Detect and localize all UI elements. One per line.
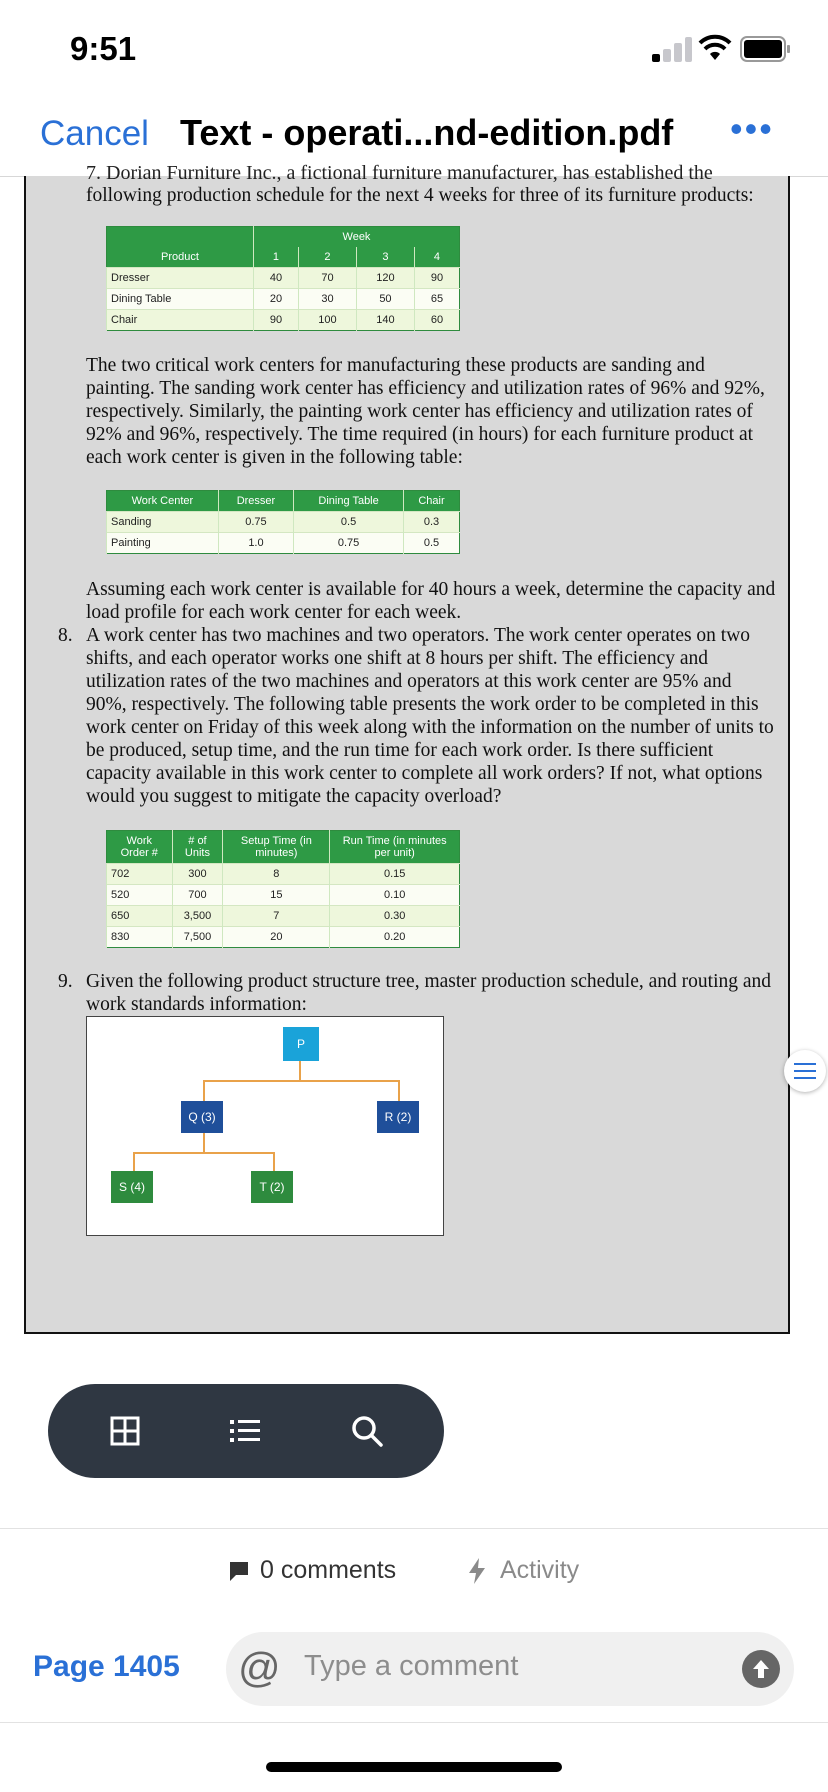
document-page[interactable] bbox=[24, 162, 790, 1334]
table-cell: 0.75 bbox=[218, 512, 293, 533]
document-toolbar bbox=[48, 1384, 444, 1478]
table-cell: 30 bbox=[298, 289, 356, 310]
wifi-icon bbox=[698, 34, 732, 62]
table-cell: 0.75 bbox=[294, 533, 404, 554]
week-group-header: Week bbox=[253, 227, 459, 248]
table-cell: 90 bbox=[414, 268, 459, 289]
table-cell: 0.20 bbox=[330, 927, 460, 948]
document-title: Text - operati...nd-edition.pdf bbox=[180, 112, 674, 153]
question-9-text: Given the following product structure tree, master production schedule, and routing and work standards information: bbox=[86, 971, 772, 1015]
thumbnails-button[interactable] bbox=[104, 1410, 146, 1452]
arrow-up-icon bbox=[751, 1658, 771, 1680]
table-cell: 8 bbox=[223, 864, 330, 885]
table-header: Product bbox=[107, 247, 254, 268]
comment-bubble-icon bbox=[228, 1560, 250, 1582]
table-header: # of Units bbox=[172, 831, 223, 864]
table-cell: Painting bbox=[107, 533, 219, 554]
annotation-list-button[interactable] bbox=[784, 1050, 826, 1092]
table-cell: 0.15 bbox=[330, 864, 460, 885]
table-cell: 0.3 bbox=[404, 512, 460, 533]
table-cell: 70 bbox=[298, 268, 356, 289]
assumption-paragraph: Assuming each work center is available for 40 hours a week, determine the capacity and load profile for each work center for each week. bbox=[86, 579, 776, 623]
table-cell: 1.0 bbox=[218, 533, 293, 554]
table-header: Work Order # bbox=[107, 831, 173, 864]
tree-edge bbox=[299, 1059, 301, 1081]
work-centers-paragraph: The two critical work centers for manufacturing these products are sanding and painting. The sanding work center has efficiency and utilization rates of 96% and 92%, respectively. Similarly, the painting work center has efficiency and utilization rates of 92% and 96%, respectively. The time required (in hours) for each furniture product at each work center is given in the following table: bbox=[86, 355, 765, 468]
table-cell: 300 bbox=[172, 864, 223, 885]
question-7-text: following production schedule for the next 4 weeks for three of its furniture products: bbox=[86, 185, 754, 206]
table-cell: 702 bbox=[107, 864, 173, 885]
table-header: Work Center bbox=[107, 491, 219, 512]
table-cell: 90 bbox=[253, 310, 298, 331]
table-row bbox=[107, 268, 460, 289]
table-cell: 140 bbox=[356, 310, 414, 331]
table-cell: 20 bbox=[253, 289, 298, 310]
table-cell: Chair bbox=[107, 310, 254, 331]
tree-edge bbox=[203, 1131, 205, 1153]
table-cell: 65 bbox=[414, 289, 459, 310]
tree-node-r: R (2) bbox=[377, 1101, 419, 1133]
tree-edge bbox=[133, 1152, 135, 1172]
table-cell: 40 bbox=[253, 268, 298, 289]
battery-icon bbox=[740, 36, 792, 62]
lightning-icon bbox=[468, 1558, 486, 1584]
table-row bbox=[107, 310, 460, 331]
question-8-text: A work center has two machines and two operators. The work center operates on two shifts, and each operator works one shift at 8 hours per shift. The efficiency and utilization rates of the two machines and operators at this work center are 95% and 90%, respectively. The following table presents the work order to be completed in this work center on Friday of this week along with the information on the number of units to be produced, setup time, and the run time for each work order. Is there sufficient capacity available in this work center to complete all work orders? If not, what options would you suggest to mitigate the capacity overload? bbox=[86, 625, 774, 807]
table-header: Setup Time (in minutes) bbox=[223, 831, 330, 864]
mention-icon[interactable]: @ bbox=[238, 1644, 281, 1691]
table-cell: 650 bbox=[107, 906, 173, 927]
page-number[interactable]: Page 1405 bbox=[33, 1650, 180, 1683]
tree-edge bbox=[398, 1080, 400, 1102]
table-cell: 100 bbox=[298, 310, 356, 331]
tree-edge bbox=[203, 1080, 205, 1102]
table-cell: 7,500 bbox=[172, 927, 223, 948]
search-icon bbox=[351, 1415, 383, 1447]
tree-node-p: P bbox=[283, 1027, 319, 1061]
table-cell: Dining Table bbox=[107, 289, 254, 310]
production-schedule-table bbox=[106, 226, 460, 331]
table-cell: 60 bbox=[414, 310, 459, 331]
table-cell: 3,500 bbox=[172, 906, 223, 927]
table-row bbox=[107, 885, 460, 906]
product-structure-tree bbox=[86, 1016, 444, 1236]
table-cell: 700 bbox=[172, 885, 223, 906]
tree-edge bbox=[203, 1080, 399, 1082]
table-cell: Dresser bbox=[107, 268, 254, 289]
table-cell: 50 bbox=[356, 289, 414, 310]
table-row bbox=[107, 533, 460, 554]
table-header: 2 bbox=[298, 247, 356, 268]
divider bbox=[0, 1722, 828, 1723]
table-row bbox=[107, 906, 460, 927]
activity-tab[interactable] bbox=[468, 1556, 579, 1585]
table-row bbox=[107, 927, 460, 948]
work-order-table bbox=[106, 830, 460, 948]
table-header: 1 bbox=[253, 247, 298, 268]
outline-button[interactable] bbox=[224, 1410, 266, 1452]
grid-icon bbox=[110, 1416, 140, 1446]
table-cell: 0.10 bbox=[330, 885, 460, 906]
status-time: 9:51 bbox=[70, 30, 137, 67]
question-8-number: 8. bbox=[58, 625, 73, 646]
cut-off-text-line: 7. Dorian Furniture Inc., a fictional furniture manufacturer, has established the bbox=[86, 162, 713, 184]
table-header: Run Time (in minutes per unit) bbox=[330, 831, 460, 864]
table-header: Chair bbox=[404, 491, 460, 512]
home-indicator bbox=[266, 1762, 562, 1772]
cancel-button[interactable]: Cancel bbox=[40, 114, 149, 153]
table-cell: Sanding bbox=[107, 512, 219, 533]
comments-tab[interactable] bbox=[228, 1556, 396, 1585]
cellular-signal-icon bbox=[652, 36, 692, 62]
tree-node-q: Q (3) bbox=[181, 1101, 223, 1133]
tree-edge bbox=[273, 1152, 275, 1172]
lines-icon bbox=[794, 1062, 816, 1080]
table-row bbox=[107, 289, 460, 310]
table-cell: 120 bbox=[356, 268, 414, 289]
tree-node-s: S (4) bbox=[111, 1171, 153, 1203]
tree-edge bbox=[133, 1152, 275, 1154]
table-cell: 15 bbox=[223, 885, 330, 906]
table-header: 4 bbox=[414, 247, 459, 268]
table-cell: 0.5 bbox=[294, 512, 404, 533]
table-header: 3 bbox=[356, 247, 414, 268]
list-icon bbox=[230, 1418, 260, 1444]
table-cell: 830 bbox=[107, 927, 173, 948]
comments-label: 0 comments bbox=[260, 1556, 397, 1584]
table-cell: 20 bbox=[223, 927, 330, 948]
table-row bbox=[107, 512, 460, 533]
table-row bbox=[107, 864, 460, 885]
tree-node-t: T (2) bbox=[251, 1171, 293, 1203]
table-header: Dining Table bbox=[294, 491, 404, 512]
divider bbox=[0, 1528, 828, 1529]
send-button[interactable] bbox=[742, 1650, 780, 1688]
table-header: Dresser bbox=[218, 491, 293, 512]
comment-box[interactable] bbox=[226, 1632, 794, 1706]
table-cell: 7 bbox=[223, 906, 330, 927]
status-bar bbox=[0, 0, 828, 100]
comment-input[interactable]: Type a comment bbox=[304, 1650, 519, 1682]
work-center-times-table bbox=[106, 490, 460, 554]
more-options-button[interactable]: ••• bbox=[730, 108, 774, 149]
table-cell: 0.30 bbox=[330, 906, 460, 927]
table-cell: 0.5 bbox=[404, 533, 460, 554]
table-cell: 520 bbox=[107, 885, 173, 906]
question-9-number: 9. bbox=[58, 971, 73, 992]
search-button[interactable] bbox=[346, 1410, 388, 1452]
activity-label: Activity bbox=[500, 1556, 580, 1584]
